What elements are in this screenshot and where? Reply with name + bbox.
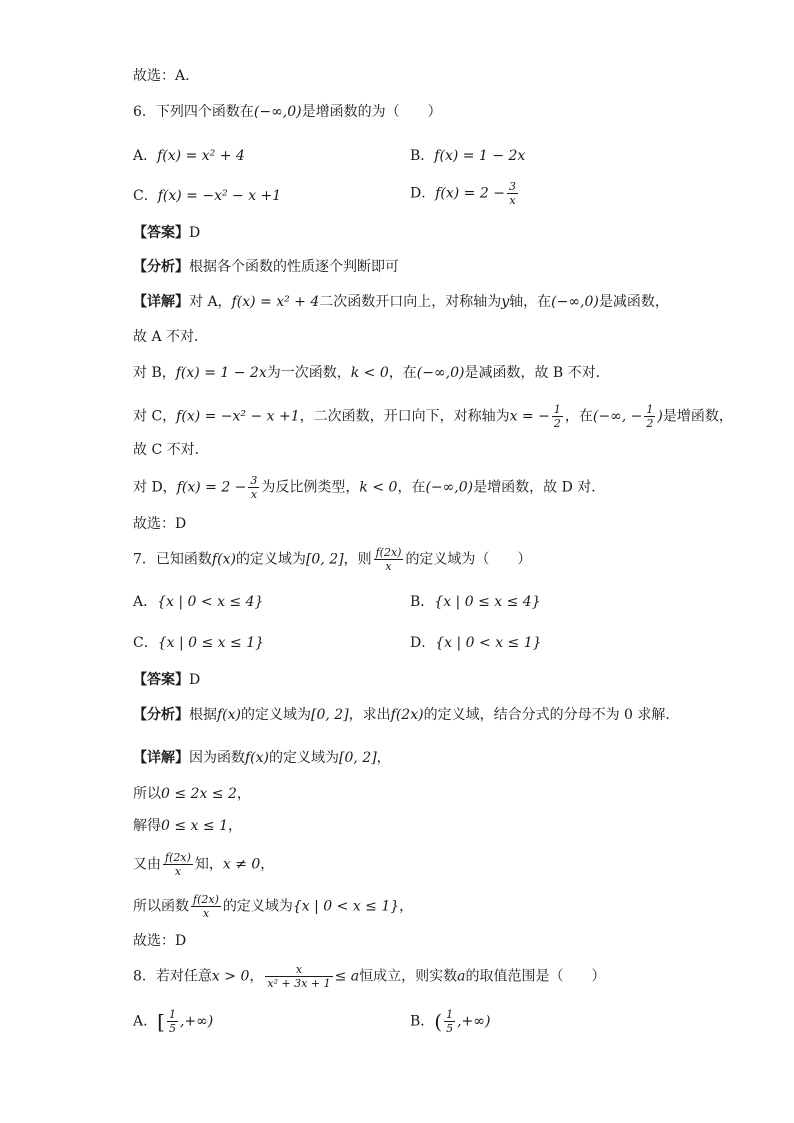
text: ，在 — [388, 365, 417, 381]
text: 因为函数 — [189, 750, 245, 766]
text: ，求出 — [348, 707, 391, 723]
q7-detail-3 — [133, 816, 242, 836]
text: ， — [249, 968, 264, 985]
option-label: B． — [410, 594, 435, 610]
math: (−∞,0) — [416, 365, 465, 381]
text: 故 C 不对． — [133, 442, 209, 458]
text: 是增函数， — [662, 408, 733, 425]
fraction — [163, 851, 193, 878]
math: 0 ≤ 2x ≤ 2 — [161, 786, 237, 802]
math: ≤ a — [334, 968, 360, 985]
text: 故 A 不对． — [133, 329, 209, 345]
option-label: C． — [133, 188, 158, 204]
frac-den: 5 — [446, 1022, 454, 1035]
q6-option-c — [133, 186, 281, 206]
frac-den: x — [202, 907, 210, 920]
text: 的定义域为 — [269, 750, 340, 766]
q6-answer — [133, 223, 200, 243]
question-7-stem — [133, 546, 531, 573]
q6-end — [133, 514, 186, 534]
fraction — [167, 1008, 178, 1035]
text: 的定义域为 — [235, 551, 306, 568]
answer-choice-line — [133, 66, 199, 86]
math: f(x) = x² + 4 — [157, 148, 245, 164]
option-label: D． — [410, 185, 436, 202]
math: ,+∞) — [457, 1013, 491, 1030]
frac-den: x — [174, 865, 182, 878]
text: ，二次函数，开口向下，对称轴为 — [299, 408, 510, 425]
text: 的定义域为 — [222, 898, 293, 915]
q7-detail-1 — [133, 748, 391, 768]
text: 对 B， — [133, 365, 176, 381]
text: 根据各个函数的性质逐个判断即可 — [189, 259, 399, 275]
text: 根据 — [189, 707, 217, 723]
text: 故选：D — [133, 933, 187, 949]
fraction — [191, 893, 221, 920]
math: k < 0 — [359, 479, 398, 496]
text: D — [189, 225, 201, 241]
frac-num: f(2x) — [193, 893, 219, 906]
q6-detail-6 — [133, 474, 605, 501]
math: {x | 0 < x ≤ 1} — [435, 635, 542, 651]
math: ) — [657, 408, 663, 425]
question-6-stem — [133, 102, 442, 122]
frac-num: f(2x) — [375, 546, 402, 559]
text: 轴，在 — [509, 294, 552, 310]
text: ， — [260, 856, 275, 873]
math: [0, 2] — [311, 707, 349, 723]
q7-option-b — [410, 592, 541, 612]
text: 为反比例类型， — [261, 479, 360, 496]
option-label: A． — [133, 148, 158, 164]
math: [0, 2] — [339, 750, 377, 766]
math: f(x) — [217, 707, 242, 723]
fraction — [644, 403, 655, 430]
analysis-tag: 【分析】 — [133, 259, 189, 275]
text: 故选：A． — [133, 68, 200, 84]
text: 对 A， — [189, 294, 232, 310]
answer-tag: 【答案】 — [133, 225, 189, 241]
option-label: B． — [410, 148, 435, 164]
frac-den: x — [250, 488, 258, 501]
text: 6．下列四个函数在 — [133, 104, 254, 120]
fraction — [265, 963, 332, 990]
text: 是增函数，故 D 对． — [473, 479, 606, 496]
text: ， — [227, 818, 242, 834]
q6-option-d — [410, 180, 520, 207]
frac-num: 3 — [508, 180, 516, 193]
text: 为一次函数， — [266, 365, 351, 381]
fraction — [507, 180, 518, 207]
math: f(x) = 1 − 2x — [434, 148, 526, 164]
q7-option-d — [410, 633, 542, 653]
text: ， — [376, 750, 391, 766]
text: 所以 — [133, 786, 161, 802]
frac-num: 1 — [446, 1008, 454, 1021]
q7-detail-5 — [133, 893, 413, 920]
math: (−∞, − — [592, 408, 643, 425]
math: f(x) = x² + 4 — [231, 294, 320, 310]
option-label: A． — [133, 594, 158, 610]
text: 故选：D — [133, 516, 187, 532]
q6-option-a — [133, 146, 245, 166]
frac-num: 1 — [646, 403, 654, 416]
option-label: B． — [410, 1013, 435, 1030]
bracket: [ — [157, 1009, 165, 1034]
frac-num: 1 — [168, 1008, 176, 1021]
bracket: ( — [434, 1009, 443, 1034]
text: 7．已知函数 — [133, 551, 212, 568]
text: 恒成立，则实数 — [359, 968, 458, 985]
math: x = − — [509, 408, 550, 425]
text: 是增函数的为（ ） — [301, 104, 442, 120]
q7-option-c — [133, 633, 264, 653]
text: ，在 — [564, 408, 593, 425]
math: f(x) = −x² − x +1 — [176, 408, 300, 425]
text: 知， — [194, 856, 223, 873]
math: {x | 0 ≤ x ≤ 4} — [434, 594, 541, 610]
math: f(x) = 1 − 2x — [175, 365, 267, 381]
math: f(x) = −x² − x +1 — [157, 188, 282, 204]
text: ， — [399, 898, 414, 915]
text: 又由 — [133, 856, 161, 873]
frac-den: x — [509, 194, 516, 207]
math: (−∞,0) — [551, 294, 599, 310]
q7-option-a — [133, 592, 263, 612]
q6-detail-2 — [133, 327, 208, 347]
text: 二次函数开口向上，对称轴为 — [319, 294, 502, 310]
text: 8．若对任意 — [133, 968, 212, 985]
q6-detail-5 — [133, 440, 209, 460]
frac-den: x² + 3x + 1 — [267, 977, 331, 990]
math: x ≠ 0 — [222, 856, 261, 873]
math: f(x) — [211, 551, 236, 568]
text: 的取值范围是（ ） — [465, 968, 606, 985]
frac-num: 3 — [250, 474, 258, 487]
frac-num: 1 — [553, 403, 561, 416]
text: 是减函数，故 B 不对． — [464, 365, 610, 381]
detail-tag: 【详解】 — [133, 294, 189, 310]
question-8-stem — [133, 963, 605, 990]
math: [0, 2] — [305, 551, 344, 568]
option-label: A． — [133, 1013, 158, 1030]
text: 所以函数 — [133, 898, 189, 915]
fraction — [552, 403, 563, 430]
math: {x | 0 < x ≤ 4} — [157, 594, 264, 610]
fraction — [444, 1008, 455, 1035]
q6-detail-1 — [133, 292, 669, 312]
frac-num: x — [265, 963, 332, 977]
math: {x | 0 < x ≤ 1} — [292, 898, 400, 915]
math: {x | 0 ≤ x ≤ 1} — [157, 635, 265, 651]
text: ，在 — [397, 479, 426, 496]
q6-option-b — [410, 146, 525, 166]
analysis-tag: 【分析】 — [133, 707, 189, 723]
text: 对 D， — [133, 479, 177, 496]
frac-num: f(2x) — [165, 851, 191, 864]
text: 的定义域，结合分式的分母不为 0 求解. — [423, 707, 670, 723]
text: 对 C， — [133, 408, 177, 425]
frac-den: x — [385, 560, 392, 573]
option-label: C． — [133, 635, 158, 651]
text: 的定义域为（ ） — [405, 551, 532, 568]
q6-detail-3 — [133, 363, 610, 383]
text: 的定义域为 — [241, 707, 312, 723]
text: 是减函数， — [598, 294, 669, 310]
math: k < 0 — [350, 365, 389, 381]
q6-analysis — [133, 257, 399, 277]
text: ， — [236, 786, 251, 802]
math: f(x) = 2 − — [176, 479, 247, 496]
q7-answer — [133, 670, 200, 690]
math: f(x) = 2 − — [435, 185, 505, 202]
q7-detail-4 — [133, 851, 274, 878]
math: ,+∞) — [179, 1013, 214, 1030]
math: 0 ≤ x ≤ 1 — [161, 818, 228, 834]
q8-option-b — [410, 1008, 490, 1035]
q8-option-a — [133, 1008, 213, 1035]
option-label: D． — [410, 635, 436, 651]
frac-den: 2 — [646, 417, 654, 430]
fraction — [248, 474, 259, 501]
q6-detail-4 — [133, 403, 733, 430]
answer-tag: 【答案】 — [133, 672, 189, 688]
math-interval: (−∞,0) — [253, 104, 302, 120]
q7-analysis — [133, 705, 670, 725]
q7-detail-2 — [133, 784, 251, 804]
fraction — [374, 546, 404, 573]
q7-end — [133, 931, 186, 951]
detail-tag: 【详解】 — [133, 750, 189, 766]
math: f(x) — [245, 750, 270, 766]
text: D — [189, 672, 201, 688]
math: y — [501, 294, 510, 310]
text: 解得 — [133, 818, 161, 834]
frac-den: 5 — [168, 1022, 176, 1035]
math: f(2x) — [390, 707, 424, 723]
math: x > 0 — [211, 968, 250, 985]
text: ，则 — [343, 551, 372, 568]
frac-den: 2 — [553, 417, 561, 430]
math: (−∞,0) — [425, 479, 474, 496]
math: a — [457, 968, 466, 985]
